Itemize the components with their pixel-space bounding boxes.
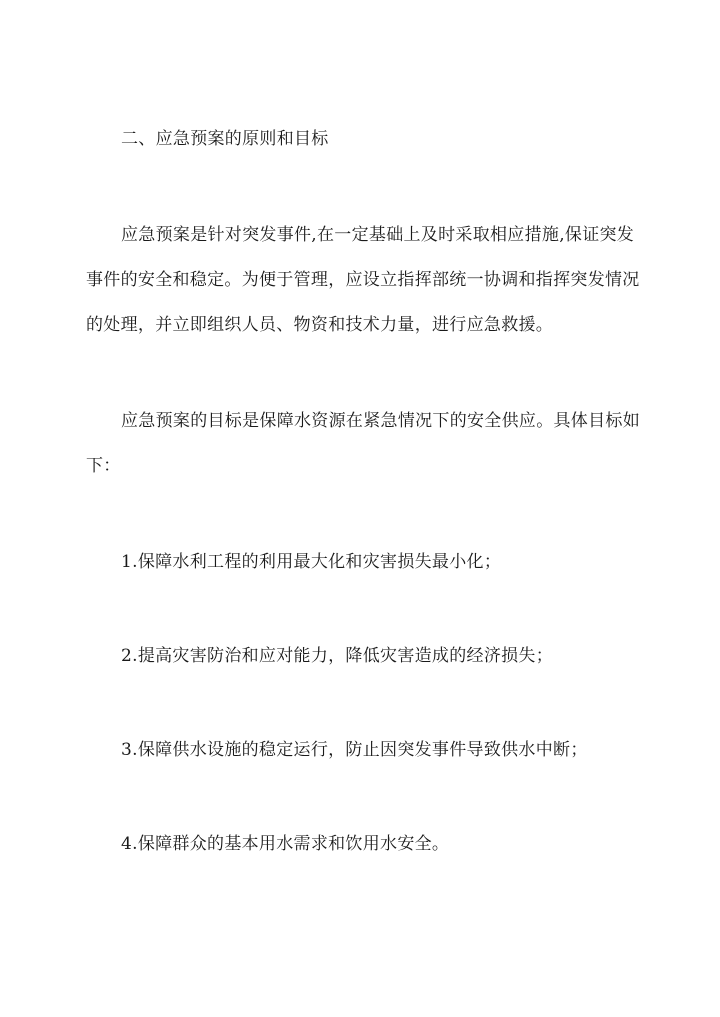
paragraph-2-line-1: 应急预案的目标是保障水资源在紧急情况下的安全供应。具体目标如 — [121, 411, 640, 431]
list-item: 2.提高灾害防治和应对能力，降低灾害造成的经济损失； — [121, 646, 554, 666]
paragraph-1-line-1: 应急预案是针对突发事件,在一定基础上及时采取相应措施,保证突发 — [121, 225, 635, 245]
list-item: 1.保障水利工程的利用最大化和灾害损失最小化； — [121, 552, 502, 572]
paragraph-1-line-2: 事件的安全和稳定。为便于管理，应设立指挥部统一协调和指挥突发情况 — [86, 270, 640, 290]
paragraph-1-line-3: 的处理，并立即组织人员、物资和技术力量，进行应急救援。 — [86, 315, 554, 335]
list-item: 3.保障供水设施的稳定运行，防止因突发事件导致供水中断； — [121, 740, 588, 760]
section-heading: 二、应急预案的原则和目标 — [121, 129, 329, 149]
paragraph-2-line-2: 下： — [86, 456, 121, 476]
list-item: 4.保障群众的基本用水需求和饮用水安全。 — [121, 834, 450, 854]
